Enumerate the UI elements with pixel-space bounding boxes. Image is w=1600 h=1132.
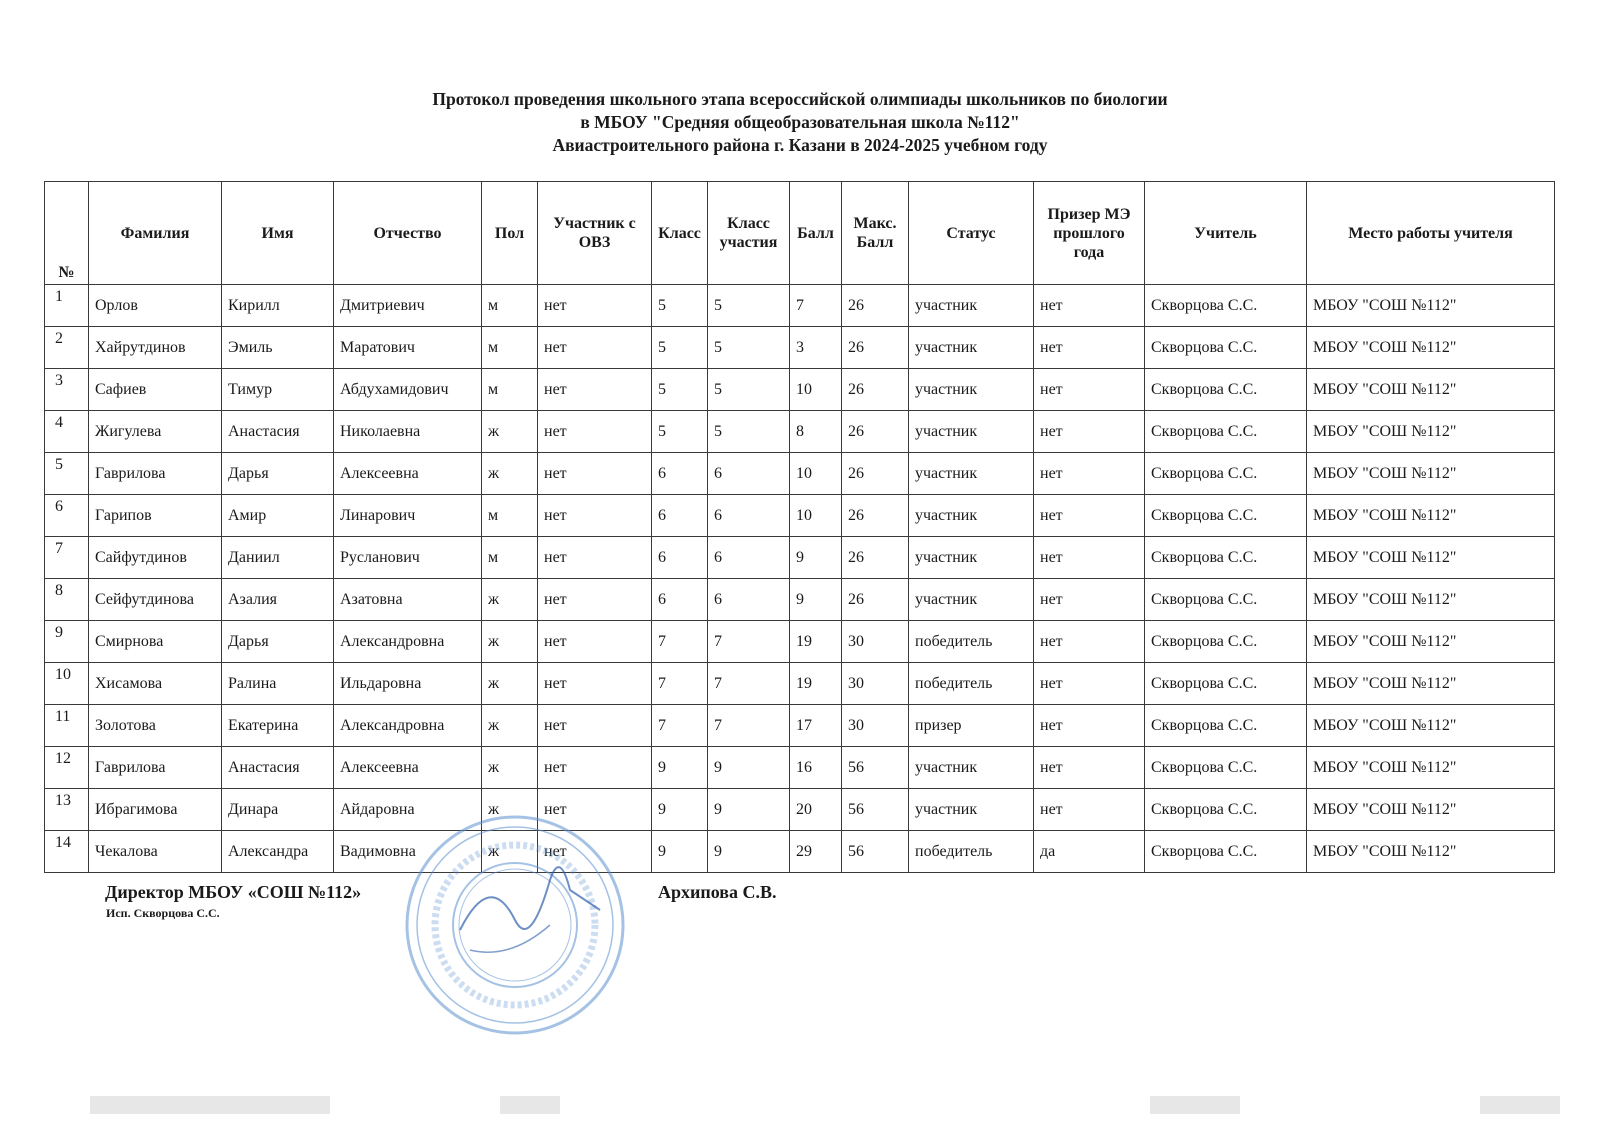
col-header-surname: Фамилия [89,182,222,285]
cell-participation-grade: 5 [708,327,790,369]
cell-prev-prize: нет [1034,789,1145,831]
cell-disability: нет [538,411,652,453]
cell-surname: Гаврилова [89,747,222,789]
cell-prev-prize: нет [1034,705,1145,747]
cell-max-score: 26 [842,453,909,495]
cell-patronymic: Николаевна [334,411,482,453]
cell-teacher: Скворцова С.С. [1145,327,1307,369]
cell-prev-prize: нет [1034,537,1145,579]
cell-patronymic: Абдухамидович [334,369,482,411]
cell-disability: нет [538,705,652,747]
cell-number: 5 [45,453,89,495]
cell-teacher-workplace: МБОУ "СОШ №112" [1307,537,1555,579]
cell-score: 8 [790,411,842,453]
cell-prev-prize: нет [1034,747,1145,789]
cell-participation-grade: 9 [708,789,790,831]
cell-prev-prize: нет [1034,579,1145,621]
cell-score: 29 [790,831,842,873]
col-header-participation-grade: Класс участия [708,182,790,285]
col-header-sex: Пол [482,182,538,285]
cell-status: победитель [909,621,1034,663]
cell-prev-prize: нет [1034,285,1145,327]
cell-sex: м [482,327,538,369]
cell-disability: нет [538,789,652,831]
results-table [44,181,1555,873]
cell-disability: нет [538,747,652,789]
executor-label: Исп. Скворцова С.С. [106,906,220,920]
cell-patronymic: Александровна [334,621,482,663]
cell-patronymic: Маратович [334,327,482,369]
cell-teacher: Скворцова С.С. [1145,453,1307,495]
cell-disability: нет [538,453,652,495]
cell-patronymic: Алексеевна [334,747,482,789]
col-header-grade: Класс [652,182,708,285]
cell-status: участник [909,453,1034,495]
cell-name: Амир [222,495,334,537]
cell-sex: м [482,285,538,327]
cell-participation-grade: 5 [708,369,790,411]
cell-status: победитель [909,663,1034,705]
cell-max-score: 26 [842,579,909,621]
cell-sex: ж [482,411,538,453]
table-row [45,621,1555,663]
cell-number: 3 [45,369,89,411]
cell-teacher: Скворцова С.С. [1145,705,1307,747]
cell-prev-prize: нет [1034,327,1145,369]
table-row [45,831,1555,873]
cell-name: Екатерина [222,705,334,747]
cell-participation-grade: 5 [708,411,790,453]
col-header-number: № [45,182,89,285]
cell-score: 20 [790,789,842,831]
cell-sex: ж [482,663,538,705]
cell-score: 19 [790,663,842,705]
table-row [45,411,1555,453]
cell-surname: Гаврилова [89,453,222,495]
cell-sex: м [482,369,538,411]
table-row [45,705,1555,747]
cell-name: Анастасия [222,747,334,789]
cell-prev-prize: нет [1034,453,1145,495]
table-row [45,327,1555,369]
cell-teacher: Скворцова С.С. [1145,411,1307,453]
table-row [45,369,1555,411]
cell-prev-prize: да [1034,831,1145,873]
director-title: Директор МБОУ «СОШ №112» [105,882,362,902]
cell-sex: ж [482,621,538,663]
cell-number: 1 [45,285,89,327]
cell-teacher-workplace: МБОУ "СОШ №112" [1307,285,1555,327]
cell-disability: нет [538,621,652,663]
cell-participation-grade: 6 [708,495,790,537]
cell-teacher-workplace: МБОУ "СОШ №112" [1307,579,1555,621]
cell-surname: Хисамова [89,663,222,705]
cell-status: участник [909,537,1034,579]
cell-teacher: Скворцова С.С. [1145,285,1307,327]
cell-score: 16 [790,747,842,789]
header-title-line-1: Протокол проведения школьного этапа всероссийской олимпиады школьников по биологии [432,89,1168,109]
table-header-row [45,182,1555,285]
cell-number: 11 [45,705,89,747]
scan-noise [500,1096,560,1114]
col-header-patronymic: Отчество [334,182,482,285]
cell-surname: Жигулева [89,411,222,453]
cell-patronymic: Вадимовна [334,831,482,873]
cell-teacher: Скворцова С.С. [1145,369,1307,411]
cell-surname: Сайфутдинов [89,537,222,579]
cell-participation-grade: 6 [708,453,790,495]
cell-teacher-workplace: МБОУ "СОШ №112" [1307,411,1555,453]
cell-sex: ж [482,747,538,789]
cell-participation-grade: 5 [708,285,790,327]
cell-name: Тимур [222,369,334,411]
cell-grade: 5 [652,285,708,327]
cell-max-score: 26 [842,369,909,411]
cell-disability: нет [538,663,652,705]
cell-surname: Гарипов [89,495,222,537]
cell-disability: нет [538,537,652,579]
cell-teacher-workplace: МБОУ "СОШ №112" [1307,663,1555,705]
cell-score: 9 [790,537,842,579]
cell-name: Дарья [222,621,334,663]
document-header [0,88,1600,157]
col-header-name: Имя [222,182,334,285]
cell-patronymic: Александровна [334,705,482,747]
cell-name: Александра [222,831,334,873]
col-header-status: Статус [909,182,1034,285]
cell-prev-prize: нет [1034,411,1145,453]
cell-status: участник [909,411,1034,453]
cell-score: 10 [790,369,842,411]
col-header-teacher-workplace: Место работы учителя [1307,182,1555,285]
cell-participation-grade: 7 [708,705,790,747]
cell-number: 12 [45,747,89,789]
cell-grade: 6 [652,453,708,495]
cell-teacher-workplace: МБОУ "СОШ №112" [1307,831,1555,873]
col-header-disability: Участник с ОВЗ [538,182,652,285]
cell-name: Эмиль [222,327,334,369]
cell-name: Динара [222,789,334,831]
cell-score: 3 [790,327,842,369]
cell-status: участник [909,285,1034,327]
cell-max-score: 26 [842,411,909,453]
cell-prev-prize: нет [1034,495,1145,537]
cell-patronymic: Айдаровна [334,789,482,831]
cell-score: 10 [790,495,842,537]
col-header-max-score: Макс. Балл [842,182,909,285]
cell-teacher-workplace: МБОУ "СОШ №112" [1307,453,1555,495]
cell-score: 9 [790,579,842,621]
col-header-prev-prize: Призер МЭ прошлого года [1034,182,1145,285]
cell-patronymic: Русланович [334,537,482,579]
cell-prev-prize: нет [1034,663,1145,705]
cell-teacher: Скворцова С.С. [1145,537,1307,579]
cell-surname: Хайрутдинов [89,327,222,369]
table-row [45,537,1555,579]
cell-score: 19 [790,621,842,663]
cell-number: 4 [45,411,89,453]
cell-status: участник [909,369,1034,411]
cell-grade: 6 [652,495,708,537]
cell-sex: ж [482,789,538,831]
cell-score: 17 [790,705,842,747]
cell-patronymic: Дмитриевич [334,285,482,327]
cell-patronymic: Линарович [334,495,482,537]
cell-participation-grade: 6 [708,579,790,621]
cell-participation-grade: 9 [708,747,790,789]
cell-number: 2 [45,327,89,369]
col-header-teacher: Учитель [1145,182,1307,285]
cell-sex: м [482,495,538,537]
cell-name: Анастасия [222,411,334,453]
cell-grade: 6 [652,537,708,579]
cell-teacher: Скворцова С.С. [1145,621,1307,663]
cell-grade: 7 [652,705,708,747]
cell-max-score: 30 [842,663,909,705]
cell-disability: нет [538,327,652,369]
cell-patronymic: Азатовна [334,579,482,621]
cell-grade: 6 [652,579,708,621]
cell-number: 10 [45,663,89,705]
cell-surname: Золотова [89,705,222,747]
cell-grade: 7 [652,663,708,705]
cell-surname: Орлов [89,285,222,327]
cell-number: 9 [45,621,89,663]
cell-teacher-workplace: МБОУ "СОШ №112" [1307,369,1555,411]
table-row [45,789,1555,831]
table-row [45,579,1555,621]
cell-name: Ралина [222,663,334,705]
cell-name: Даниил [222,537,334,579]
cell-number: 8 [45,579,89,621]
cell-grade: 5 [652,369,708,411]
cell-max-score: 30 [842,621,909,663]
cell-grade: 7 [652,621,708,663]
cell-surname: Сейфутдинова [89,579,222,621]
cell-max-score: 26 [842,537,909,579]
cell-disability: нет [538,831,652,873]
table-row [45,495,1555,537]
scan-noise [90,1096,330,1114]
cell-status: участник [909,579,1034,621]
table-body [45,285,1555,873]
cell-name: Дарья [222,453,334,495]
table-row [45,453,1555,495]
header-title-line-3: Авиастроительного района г. Казани в 2024-2025 учебном году [552,135,1048,155]
cell-prev-prize: нет [1034,621,1145,663]
cell-disability: нет [538,579,652,621]
cell-patronymic: Алексеевна [334,453,482,495]
cell-teacher-workplace: МБОУ "СОШ №112" [1307,789,1555,831]
cell-surname: Сафиев [89,369,222,411]
cell-participation-grade: 7 [708,621,790,663]
cell-number: 13 [45,789,89,831]
cell-disability: нет [538,285,652,327]
cell-grade: 5 [652,327,708,369]
cell-max-score: 56 [842,747,909,789]
cell-status: победитель [909,831,1034,873]
cell-name: Кирилл [222,285,334,327]
cell-status: участник [909,327,1034,369]
cell-status: призер [909,705,1034,747]
header-title-line-2: в МБОУ "Средняя общеобразовательная школа №112" [580,112,1020,132]
cell-teacher: Скворцова С.С. [1145,579,1307,621]
table-row [45,663,1555,705]
cell-grade: 5 [652,411,708,453]
cell-teacher-workplace: МБОУ "СОШ №112" [1307,621,1555,663]
cell-max-score: 26 [842,495,909,537]
cell-surname: Чекалова [89,831,222,873]
cell-disability: нет [538,369,652,411]
scan-noise [1150,1096,1240,1114]
cell-sex: м [482,537,538,579]
table-row [45,747,1555,789]
cell-teacher: Скворцова С.С. [1145,747,1307,789]
cell-teacher: Скворцова С.С. [1145,495,1307,537]
cell-score: 10 [790,453,842,495]
cell-sex: ж [482,831,538,873]
scan-noise [1480,1096,1560,1114]
cell-teacher: Скворцова С.С. [1145,789,1307,831]
cell-sex: ж [482,453,538,495]
cell-grade: 9 [652,831,708,873]
cell-status: участник [909,747,1034,789]
cell-surname: Смирнова [89,621,222,663]
table-row [45,285,1555,327]
cell-max-score: 56 [842,789,909,831]
cell-number: 14 [45,831,89,873]
cell-status: участник [909,789,1034,831]
cell-prev-prize: нет [1034,369,1145,411]
cell-teacher-workplace: МБОУ "СОШ №112" [1307,747,1555,789]
school-stamp [400,810,630,1040]
cell-surname: Ибрагимова [89,789,222,831]
cell-max-score: 26 [842,327,909,369]
cell-participation-grade: 9 [708,831,790,873]
cell-teacher: Скворцова С.С. [1145,831,1307,873]
cell-number: 7 [45,537,89,579]
cell-status: участник [909,495,1034,537]
cell-participation-grade: 7 [708,663,790,705]
cell-teacher-workplace: МБОУ "СОШ №112" [1307,495,1555,537]
cell-disability: нет [538,495,652,537]
cell-teacher: Скворцова С.С. [1145,663,1307,705]
cell-sex: ж [482,579,538,621]
cell-sex: ж [482,705,538,747]
cell-max-score: 26 [842,285,909,327]
director-signer-name: Архипова С.В. [658,882,777,902]
cell-max-score: 56 [842,831,909,873]
cell-number: 6 [45,495,89,537]
cell-max-score: 30 [842,705,909,747]
cell-score: 7 [790,285,842,327]
cell-name: Азалия [222,579,334,621]
cell-grade: 9 [652,747,708,789]
cell-teacher-workplace: МБОУ "СОШ №112" [1307,327,1555,369]
cell-patronymic: Ильдаровна [334,663,482,705]
cell-participation-grade: 6 [708,537,790,579]
col-header-score: Балл [790,182,842,285]
cell-grade: 9 [652,789,708,831]
cell-teacher-workplace: МБОУ "СОШ №112" [1307,705,1555,747]
